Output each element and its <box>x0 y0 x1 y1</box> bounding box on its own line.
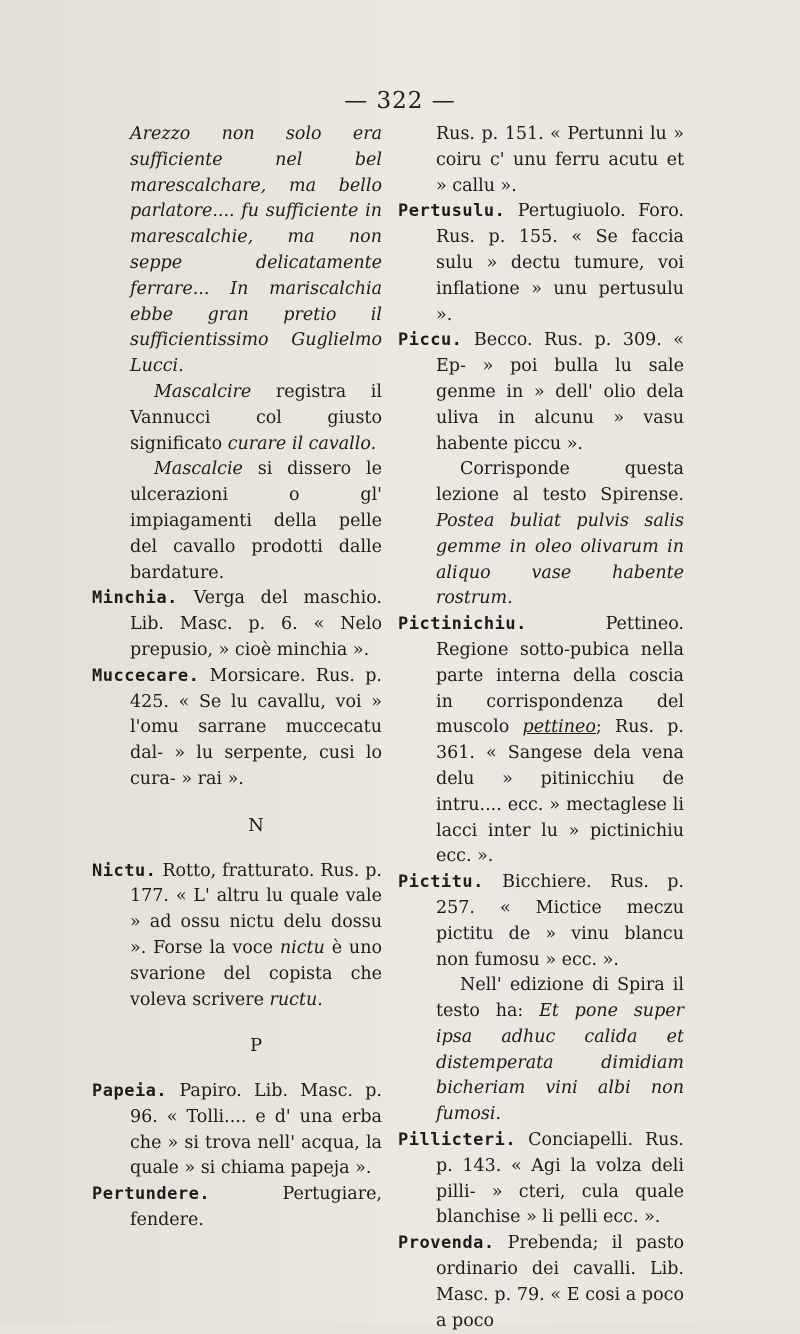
entry-text: Rotto, fratturato. Rus. p. 177. « L' altru lu quale vale » ad ossu nictu delu dossu ». Forse la voce <box>130 860 382 958</box>
headword: Minchia. <box>92 588 178 609</box>
headword: Papeia. <box>92 1081 168 1102</box>
headword: Piccu. <box>398 330 463 351</box>
entry-text: Verga del maschio. Lib. Masc. p. 6. « Nelo prepusio, » cioè minchia ». <box>130 588 382 660</box>
page-number: — 322 — <box>344 88 456 114</box>
entry-pictinichiu <box>398 612 684 870</box>
latin-quote: Postea buliat pulvis salis gemme in oleo olivarum in aliquo vase habente rostrum. <box>436 510 684 609</box>
headword: Pictinichiu. <box>398 614 527 635</box>
latin-quote: Et pone super ipsa adhuc calida et distemperata dimidiam bicheriam vini albi non fumosi. <box>436 1001 684 1125</box>
entry-text: si dissero le ulcerazioni o gl' impiagamenti della pelle del cavallo prodotti dalle bardature. <box>130 459 382 583</box>
entry-piccu <box>398 328 684 457</box>
entry-text: Pertugiuolo. Foro. Rus. p. 155. « Se faccia sulu » dectu tumure, voi inflatione » unu pertusulu ». <box>436 201 684 325</box>
entry-text: Bicchiere. Rus. p. 257. « Mictice meczu pictitu de » vinu blancu non fumosu » ecc. ». <box>436 872 684 970</box>
entry-text: Morsicare. Rus. p. 425. « Se lu cavallu, voi » l'omu sarrane muccecatu dal- » lu serpente, cusi lo cura- » rai ». <box>130 665 382 789</box>
note-pictitu <box>398 973 684 1128</box>
headword: Pertusulu. <box>398 201 506 222</box>
headword: Nictu. <box>92 860 157 881</box>
headword: Pillicteri. <box>398 1130 517 1151</box>
entry-provenda <box>398 1231 684 1334</box>
italic-word: ructu. <box>269 989 323 1010</box>
italic-word: nictu <box>279 937 325 958</box>
headword: Provenda. <box>398 1233 495 1254</box>
entry-pertundere-continued: Rus. p. 151. « Pertunni lu » coiru c' unu ferru acutu et » callu ». <box>436 124 684 196</box>
entry-text: registra il Vannucci col giusto significato <box>130 381 382 454</box>
section-letter-p: P <box>249 1035 263 1057</box>
entry-text: Becco. Rus. p. 309. « Ep- » poi bulla lu sale genme in » dell' olio dela uliva in alcunu » vasu habente piccu ». <box>436 330 684 454</box>
entry-text: Pettineo. Regione sotto-pubica nella parte interna della coscia in corrispondenza del muscolo <box>436 614 684 738</box>
note-text: Nell' edizione di Spira il testo ha: <box>436 975 684 1022</box>
underlined-word: pettineo <box>522 717 596 738</box>
entry-mascalcire <box>92 380 382 457</box>
headword: Pictitu. <box>398 872 484 893</box>
headword: Pertundere. <box>92 1184 211 1205</box>
entry-nictu <box>92 859 382 1014</box>
entry-muccecare <box>92 664 382 793</box>
left-column <box>92 122 382 1234</box>
italic-phrase: curare il cavallo. <box>227 433 377 454</box>
entry-pertundere <box>92 1182 382 1234</box>
entry-mascalcie <box>92 457 382 586</box>
entry-text: è uno svarione del copista che voleva scrivere <box>130 937 383 1010</box>
note-piccu <box>398 457 684 612</box>
right-column <box>398 122 684 1334</box>
section-letter-n: N <box>248 814 264 836</box>
entry-text: Papiro. Lib. Masc. p. 96. « Tolli.... e d' una erba che » si trova nell' acqua, la quale » si chiama papeja ». <box>130 1081 382 1179</box>
entry-text: Conciapelli. Rus. p. 143. « Agi la volza deli pilli- » cteri, cula quale blanchise » li pelli ecc. ». <box>436 1130 684 1228</box>
quote-continuation: Arezzo non solo era sufficiente nel bel marescalchare, ma bello parlatore.... fu sufficiente in marescalchie, ma non seppe delicatamente ferrare... In mariscalchia ebbe gran pretio il sufficientissimo Guglielmo Lucci. <box>130 124 382 377</box>
entry-text: Prebenda; il pasto ordinario dei cavalli. Lib. Masc. p. 79. « E cosi a poco a poco <box>436 1233 684 1331</box>
headword: Muccecare. <box>92 665 200 686</box>
term: Mascalcie <box>154 459 243 480</box>
entry-minchia <box>92 586 382 663</box>
entry-pertusulu <box>398 199 684 328</box>
entry-pictitu <box>398 870 684 973</box>
entry-text: Pertugiare, fendere. <box>130 1184 382 1231</box>
entry-pillicteri <box>398 1128 684 1231</box>
note-text: Corrisponde questa lezione al testo Spirense. <box>436 459 684 506</box>
entry-text: ; Rus. p. 361. « Sangese dela vena delu » pitinicchiu de intru.... ecc. » mectaglese li lacci inter lu » pictinichiu ecc. ». <box>436 717 684 867</box>
entry-papeia <box>92 1079 382 1182</box>
term: Mascalcire <box>154 381 252 402</box>
